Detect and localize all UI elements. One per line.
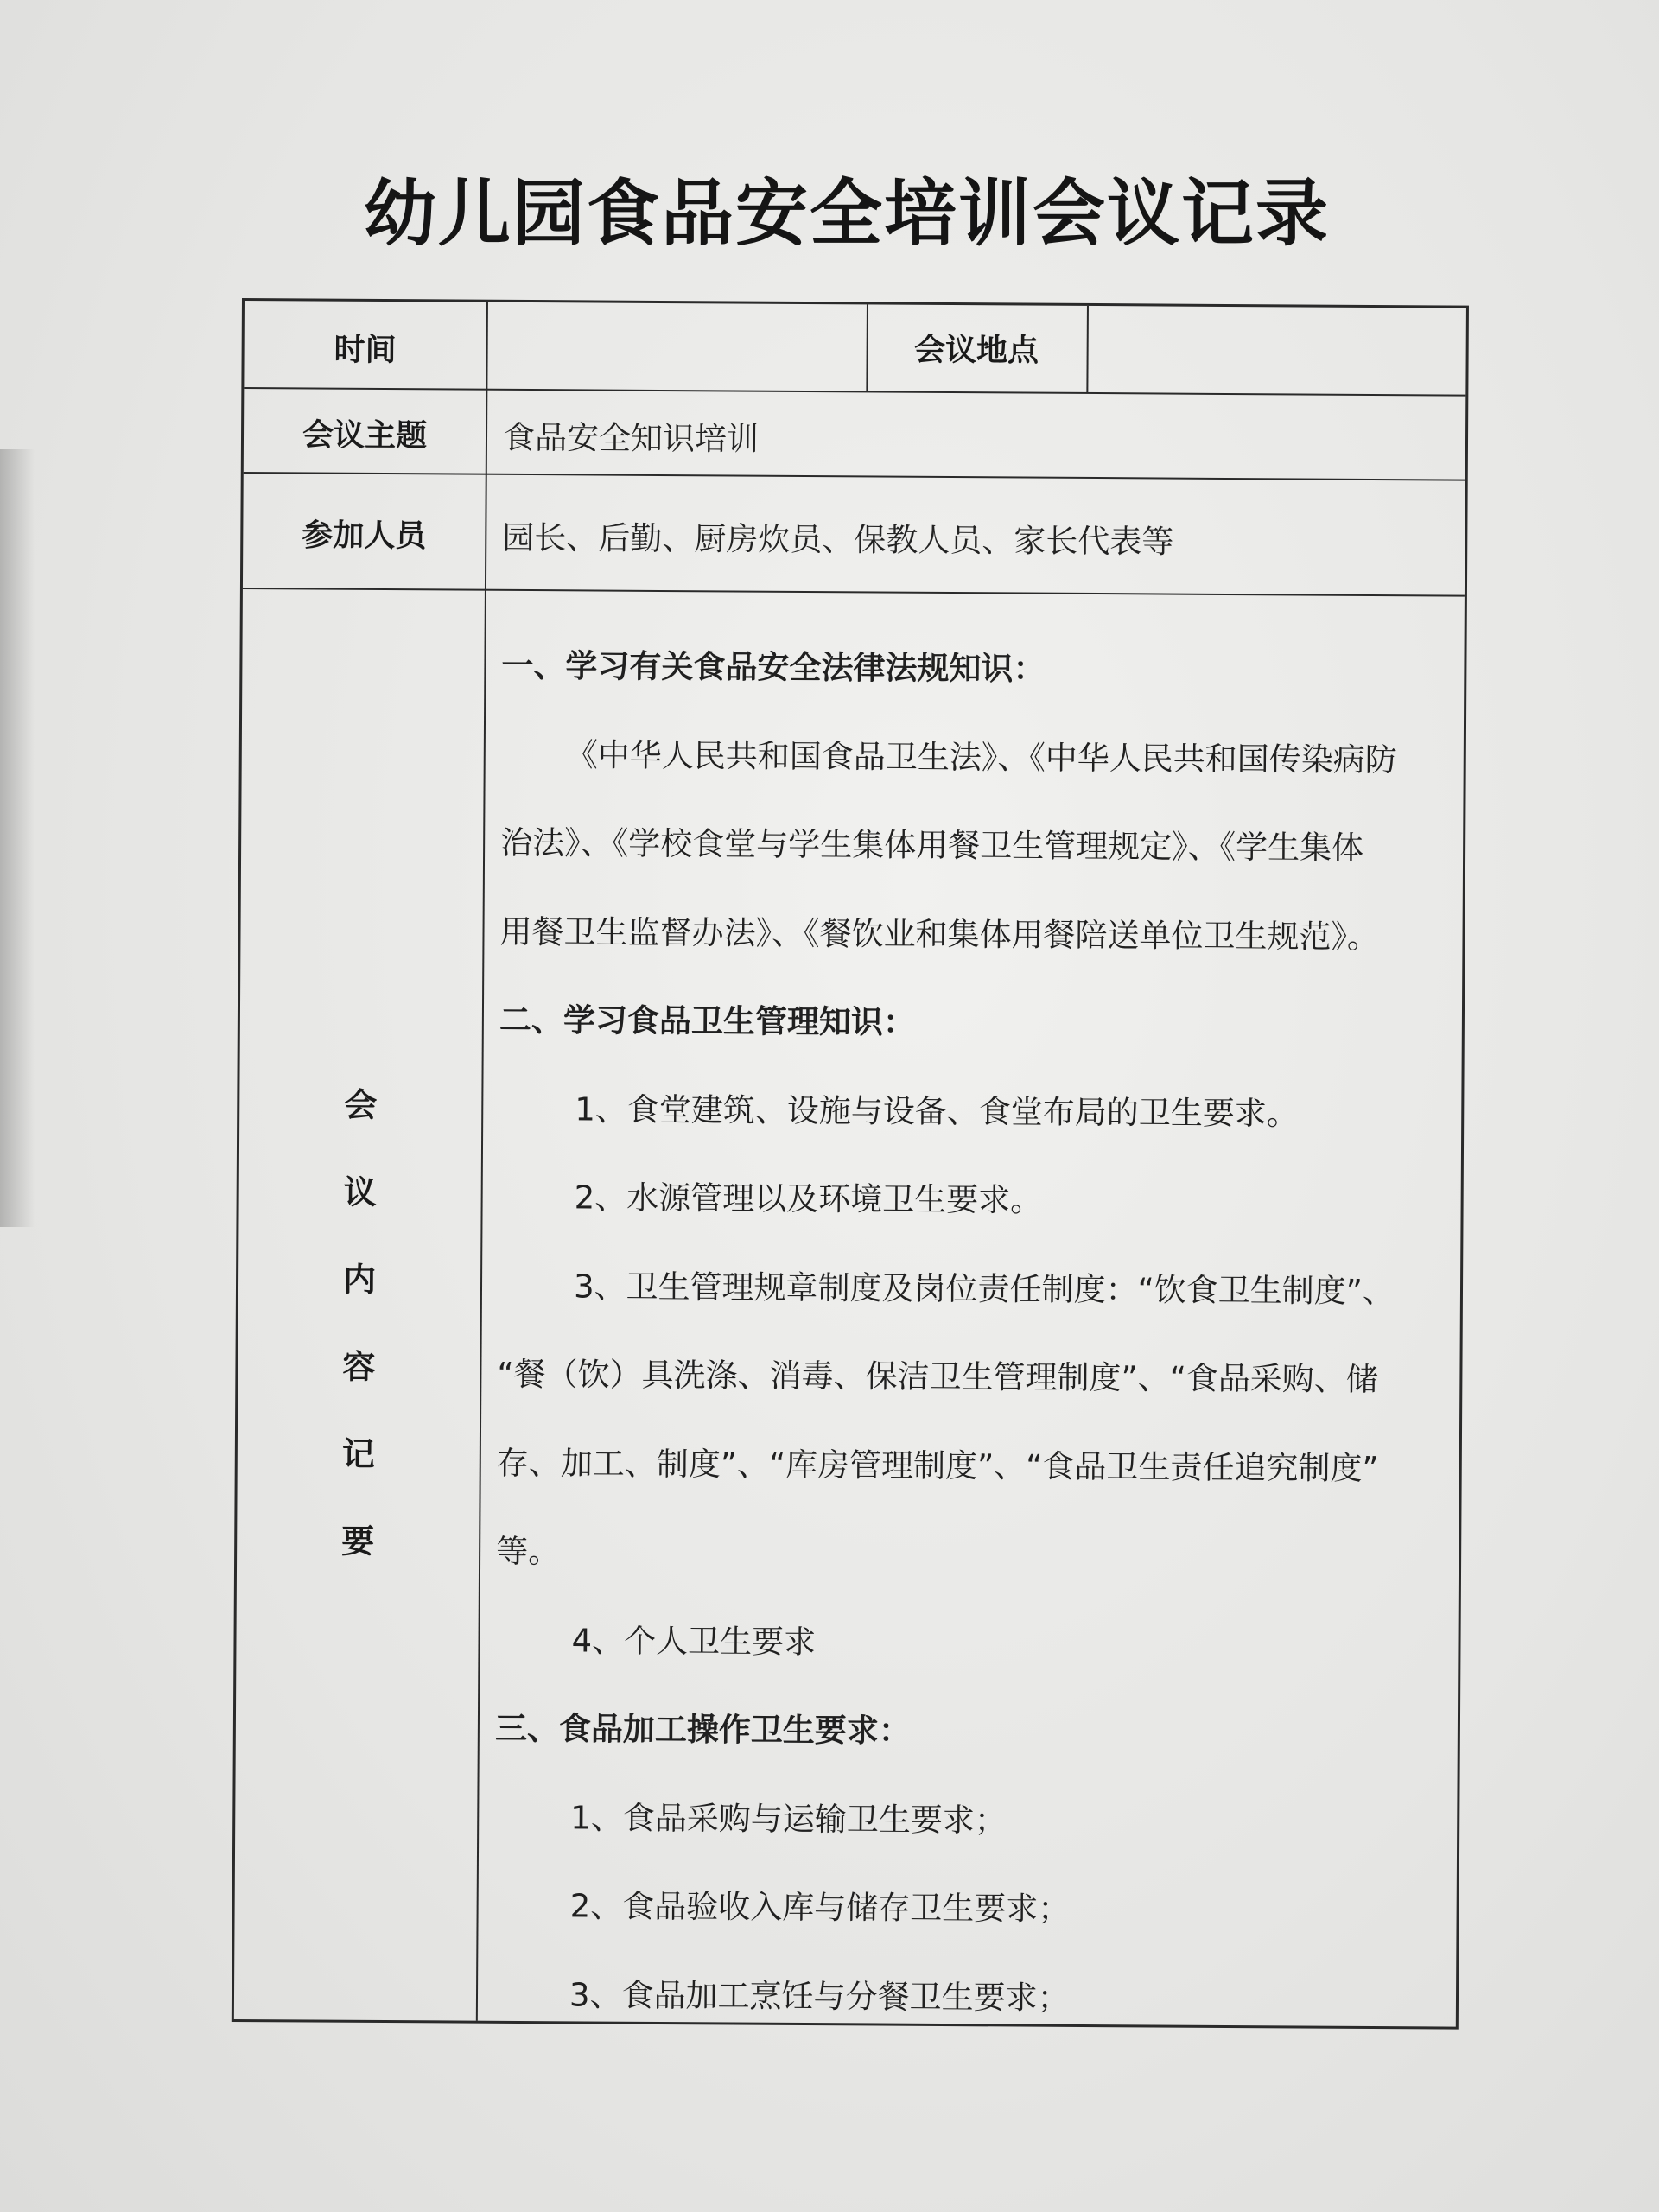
row-divider — [243, 588, 1465, 597]
content-line: 《中华人民共和国食品卫生法》、《中华人民共和国传染病防 — [565, 735, 1397, 779]
document-title: 幼儿园食品安全培训会议记录 — [363, 171, 1330, 256]
content-label-char: 容 — [342, 1347, 376, 1386]
content-line: 治法》、《学校食堂与学生集体用餐卫生管理规定》、《学生集体 — [500, 823, 1364, 867]
content-line: 2、食品验收入库与储存卫生要求； — [569, 1887, 1071, 1928]
content-line: 2、水源管理以及环境卫生要求。 — [574, 1179, 1043, 1219]
section-heading: 一、学习有关食品安全法律法规知识： — [501, 646, 1046, 688]
content-line: 3、食品加工烹饪与分餐卫生要求； — [569, 1975, 1070, 2017]
meeting-content — [493, 622, 1452, 2045]
content-line: 1、食品采购与运输卫生要求； — [570, 1798, 1007, 1839]
section-heading: 二、学习食品卫生管理知识： — [499, 1001, 916, 1041]
row-divider — [244, 387, 1465, 397]
scan-shadow — [0, 449, 35, 1227]
col-divider — [1086, 306, 1089, 392]
attendees-label: 参加人员 — [302, 518, 427, 555]
topic-label: 会议主题 — [302, 417, 428, 454]
content-line: 4、个人卫生要求 — [571, 1621, 817, 1661]
attendees-value: 园长、后勤、厨房炊员、保教人员、家长代表等 — [502, 518, 1174, 561]
topic-value: 食品安全知识培训 — [502, 418, 760, 458]
row-divider — [244, 472, 1465, 481]
content-label — [237, 1061, 482, 1586]
section-heading: 三、食品加工操作卫生要求： — [494, 1709, 912, 1750]
content-line: 用餐卫生监督办法》、《餐饮业和集体用餐陪送单位卫生规范》。 — [499, 912, 1380, 956]
location-label: 会议地点 — [914, 332, 1039, 369]
content-label-char: 议 — [343, 1173, 377, 1211]
content-label-char: 会 — [344, 1085, 378, 1124]
content-label-char: 要 — [341, 1522, 375, 1560]
time-label: 时间 — [334, 332, 397, 369]
content-line: “餐（饮）具洗涤、消毒、保洁卫生管理制度”、“食品采购、储 — [497, 1355, 1379, 1399]
content-label-char: 记 — [341, 1434, 375, 1473]
content-line: 3、卫生管理规章制度及岗位责任制度：“饮食卫生制度”、 — [573, 1267, 1395, 1310]
content-line: 存、加工、制度”、“库房管理制度”、“食品卫生责任追究制度” — [496, 1444, 1379, 1487]
content-line: 等。 — [496, 1532, 561, 1571]
meeting-record-table — [232, 298, 1469, 2030]
content-line: 1、食堂建筑、设施与设备、食堂布局的卫生要求。 — [575, 1090, 1299, 1132]
content-label-char: 内 — [342, 1260, 377, 1299]
